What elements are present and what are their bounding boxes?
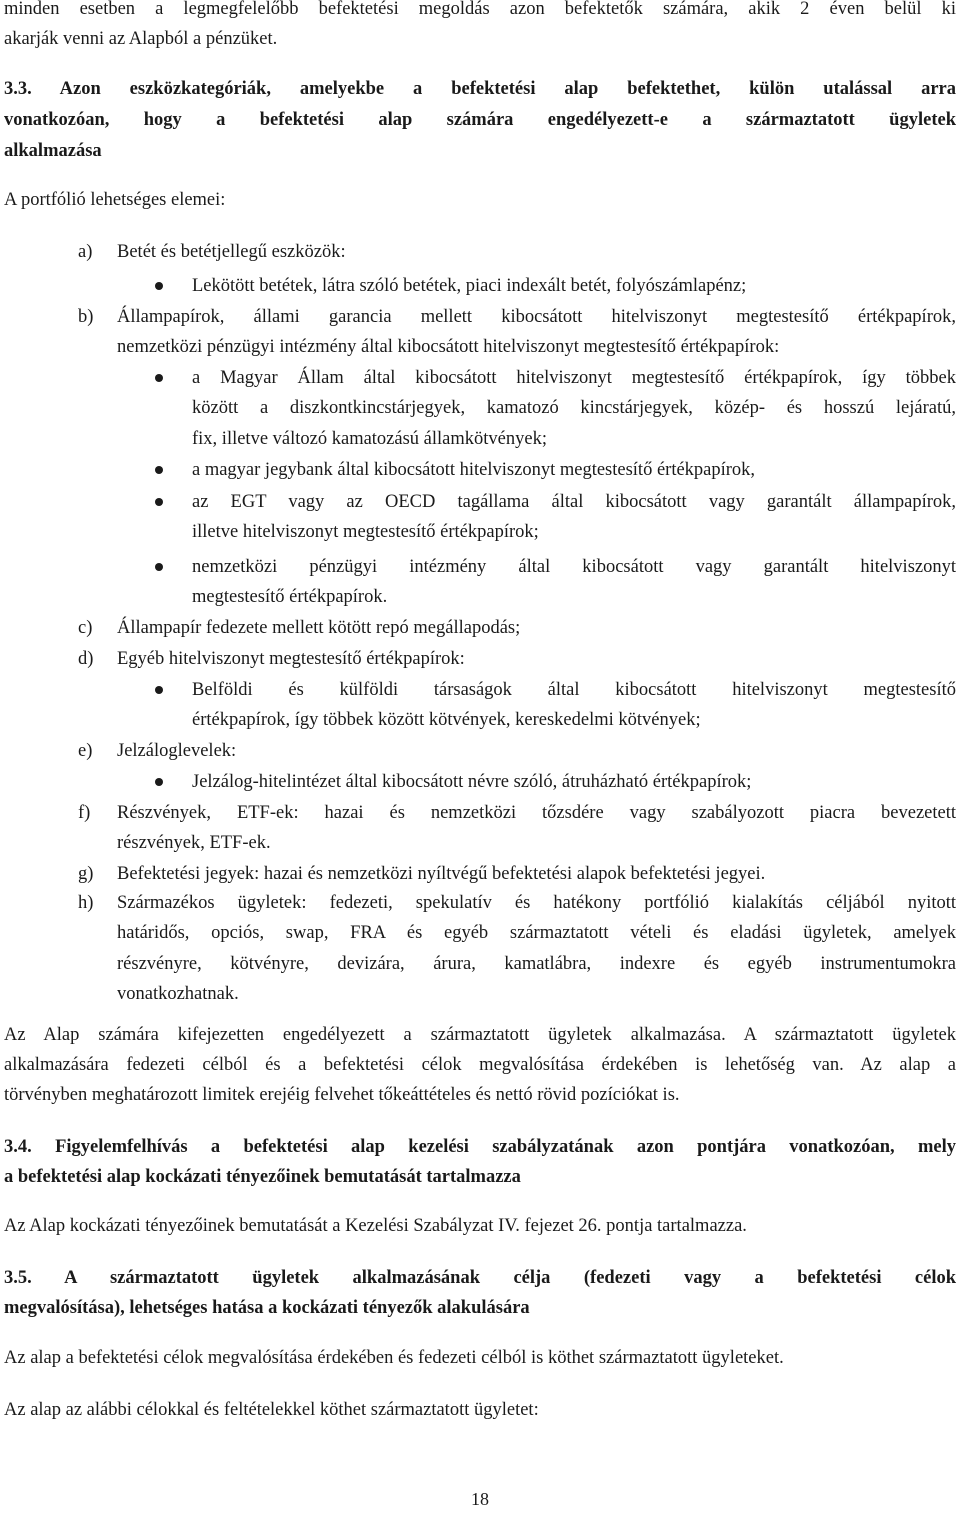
page-number: 18 <box>471 1489 489 1509</box>
section-3-4-text: Az Alap kockázati tényezőinek bemutatását a Kezelési Szabályzat IV. fejezet 26. pontja tartalmazza. <box>4 1216 747 1236</box>
derivatives-para-line-2: alkalmazására fedezeti célból és a befektetési célok megvalósítása érdekében is lehetőség van. Az alap a <box>4 1055 956 1075</box>
bullet-icon <box>155 686 163 694</box>
list-letter-d: d) <box>78 649 94 669</box>
list-letter-h: h) <box>78 893 94 913</box>
item-f-title-line-2: részvények, ETF-ek. <box>117 833 271 853</box>
derivatives-para-line-3: törvényben meghatározott limitek erejéig felvehet tőkeáttételes és nettó rövid pozíciókat is. <box>4 1085 680 1105</box>
section-3-5-heading-line-2: megvalósítása), lehetséges hatása a kockázati tényezők alakulására <box>4 1298 530 1318</box>
bullet-icon <box>155 374 163 382</box>
section-3-5-heading-line-1: 3.5. A származtatott ügyletek alkalmazásának célja (fedezeti vagy a befektetési célok <box>4 1268 956 1288</box>
list-letter-b: b) <box>78 307 94 327</box>
section-3-5-paragraph-2: Az alap az alábbi célokkal és feltételekkel köthet származtatott ügyletet: <box>4 1400 539 1420</box>
item-h-title-line-1: Származékos ügyletek: fedezeti, spekulatív és hatékony portfólió kialakítás céljából nyitott <box>117 893 956 913</box>
list-letter-e: e) <box>78 741 93 761</box>
item-a-title: Betét és betétjellegű eszközök: <box>117 242 346 262</box>
bullet-icon <box>155 282 163 290</box>
bullet-icon <box>155 563 163 571</box>
bullet-icon <box>155 778 163 786</box>
list-letter-f: f) <box>78 803 91 823</box>
item-b-bullet-2: a magyar jegybank által kibocsátott hitelviszonyt megtestesítő értékpapírok, <box>192 460 756 480</box>
section-3-3-heading-line-1: 3.3. Azon eszközkategóriák, amelyekbe a befektetési alap befektethet, külön utalással arra <box>4 79 956 99</box>
item-e-title: Jelzáloglevelek: <box>117 741 237 761</box>
item-g-title: Befektetési jegyek: hazai és nemzetközi nyíltvégű befektetési alapok befektetési jegyei. <box>117 864 766 884</box>
item-b-bullet-1-line-1: a Magyar Állam által kibocsátott hitelviszonyt megtestesítő értékpapírok, így többek <box>192 368 956 388</box>
intro-line-2: akarják venni az Alapból a pénzüket. <box>4 29 278 49</box>
item-b-bullet-1-line-3: fix, illetve változó kamatozású államkötvények; <box>192 429 547 449</box>
item-c-title: Állampapír fedezete mellett kötött repó megállapodás; <box>117 618 521 638</box>
list-letter-g: g) <box>78 864 94 884</box>
section-3-4-heading-line-1: 3.4. Figyelemfelhívás a befektetési alap kezelési szabályzatának azon pontjára vonatkozóan, mely <box>4 1137 956 1157</box>
bullet-icon <box>155 498 163 506</box>
item-b-title-line-2: nemzetközi pénzügyi intézmény által kibocsátott hitelviszonyt megtestesítő értékpapírok: <box>117 337 780 357</box>
list-letter-a: a) <box>78 242 93 262</box>
item-d-bullet-1-line-2: értékpapírok, így többek között kötvények, kereskedelmi kötvények; <box>192 710 701 730</box>
section-3-3-heading-line-3: alkalmazása <box>4 141 102 161</box>
section-3-3-heading-line-2: vonatkozóan, hogy a befektetési alap számára engedélyezett-e a származtatott ügyletek <box>4 110 956 130</box>
derivatives-para-line-1: Az Alap számára kifejezetten engedélyezett a származtatott ügyletek alkalmazása. A származtatott ügyletek <box>4 1025 956 1045</box>
item-b-bullet-3-line-1: az EGT vagy az OECD tagállama által kibocsátott vagy garantált állampapírok, <box>192 492 956 512</box>
section-3-4-heading-line-2: a befektetési alap kockázati tényezőinek bemutatását tartalmazza <box>4 1167 521 1187</box>
bullet-icon <box>155 466 163 474</box>
item-b-bullet-4-line-1: nemzetközi pénzügyi intézmény által kibocsátott vagy garantált hitelviszonyt <box>192 557 956 577</box>
item-b-title-line-1: Állampapírok, állami garancia mellett kibocsátott hitelviszonyt megtestesítő értékpapírok, <box>117 307 956 327</box>
item-b-bullet-4-line-2: megtestesítő értékpapírok. <box>192 587 388 607</box>
item-h-title-line-4: vonatkozhatnak. <box>117 984 239 1004</box>
section-3-5-paragraph-1: Az alap a befektetési célok megvalósítása érdekében és fedezeti célból is köthet származtatott ügyleteket. <box>4 1348 784 1368</box>
list-letter-c: c) <box>78 618 93 638</box>
item-b-bullet-3-line-2: illetve hitelviszonyt megtestesítő értékpapírok; <box>192 522 539 542</box>
intro-line-1: minden esetben a legmegfelelőbb befektetési megoldás azon befektetők számára, akik 2 éven belül ki <box>4 0 956 19</box>
item-d-bullet-1-line-1: Belföldi és külföldi társaságok által kibocsátott hitelviszonyt megtestesítő <box>192 680 956 700</box>
item-d-title: Egyéb hitelviszonyt megtestesítő értékpapírok: <box>117 649 465 669</box>
item-e-bullet-1: Jelzálog-hitelintézet által kibocsátott névre szóló, átruházható értékpapírok; <box>192 772 752 792</box>
portfolio-lead: A portfólió lehetséges elemei: <box>4 190 226 210</box>
item-h-title-line-2: határidős, opciós, swap, FRA és egyéb származtatott vételi és eladási ügyletek, amelyek <box>117 923 956 943</box>
item-f-title-line-1: Részvények, ETF-ek: hazai és nemzetközi tőzsdére vagy szabályozott piacra bevezetett <box>117 803 956 823</box>
item-b-bullet-1-line-2: között a diszkontkincstárjegyek, kamatozó kincstárjegyek, közép- és hosszú lejáratú, <box>192 398 956 418</box>
item-a-bullet-1: Lekötött betétek, látra szóló betétek, piaci indexált betét, folyószámlapénz; <box>192 276 747 296</box>
item-h-title-line-3: részvényre, kötvényre, devizára, árura, kamatlábra, indexre és egyéb instrumentumokra <box>117 954 956 974</box>
